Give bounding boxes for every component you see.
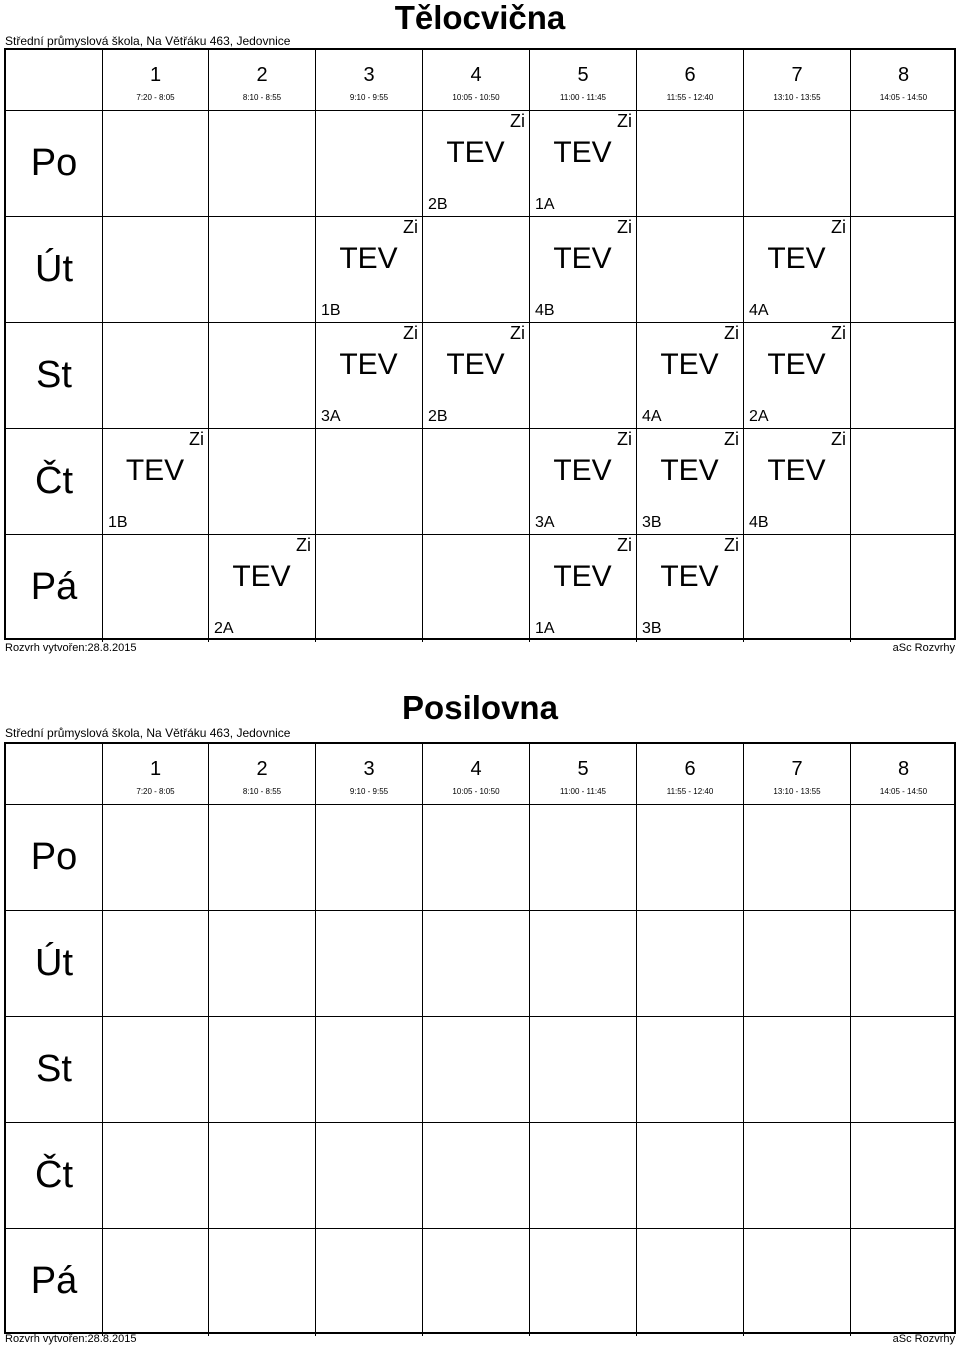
lesson-room: Zi	[403, 323, 418, 343]
lesson-subject: TEV	[553, 136, 612, 169]
day-label-1: Po	[30, 836, 78, 878]
period-time: 8:10 - 8:55	[242, 93, 282, 102]
lesson-class: 3A	[535, 514, 555, 531]
school-name: Střední průmyslová škola, Na Větřáku 463, Jedovnice	[5, 726, 291, 740]
lesson-class: 3B	[642, 514, 662, 531]
created-date: Rozvrh vytvořen:28.8.2015	[5, 1333, 137, 1345]
period-time: 11:00 - 11:45	[560, 787, 606, 796]
lesson-class: 3B	[642, 620, 662, 637]
school-name: Střední průmyslová škola, Na Větřáku 463, Jedovnice	[5, 34, 291, 48]
lesson-subject: TEV	[446, 348, 505, 381]
lesson-cell[interactable]	[529, 216, 636, 322]
timetable-telocvicna	[0, 0, 960, 660]
period-header-2	[208, 744, 315, 804]
period-time: 8:10 - 8:55	[242, 787, 282, 796]
lesson-room: Zi	[617, 217, 632, 237]
lesson-room: Zi	[831, 217, 846, 237]
period-number: 2	[256, 64, 268, 86]
day-label-3: St	[36, 1048, 72, 1090]
lesson-subject: TEV	[125, 454, 185, 487]
lesson-subject: TEV	[339, 348, 398, 381]
period-number: 3	[363, 758, 375, 780]
lesson-class: 1B	[321, 302, 341, 319]
day-label-4: Čt	[35, 1154, 73, 1196]
period-time: 11:00 - 11:45	[560, 93, 606, 102]
period-number: 6	[684, 758, 696, 780]
lesson-cell[interactable]	[743, 322, 850, 428]
period-time: 13:10 - 13:55	[773, 93, 821, 102]
period-time: 14:05 - 14:50	[879, 93, 928, 102]
period-number: 2	[256, 758, 268, 780]
timetable-grid	[4, 742, 956, 1334]
period-number: 5	[577, 64, 589, 86]
lesson-room: Zi	[831, 429, 846, 449]
period-time: 11:55 - 12:40	[666, 787, 714, 796]
lesson-subject: TEV	[553, 560, 612, 593]
period-header-2	[208, 50, 315, 110]
day-label-2: Út	[35, 942, 73, 984]
lesson-subject: TEV	[660, 348, 719, 381]
lesson-room: Zi	[510, 111, 525, 131]
column-divider	[529, 804, 530, 1336]
timetable-title: Posilovna	[402, 689, 558, 726]
period-header-5	[529, 50, 636, 110]
day-label-5: Pá	[30, 1260, 78, 1302]
period-number: 7	[791, 64, 803, 86]
row-divider	[6, 534, 954, 535]
period-time: 9:10 - 9:55	[349, 93, 389, 102]
row-divider	[6, 804, 954, 805]
lesson-room: Zi	[403, 217, 418, 237]
row-divider	[6, 1122, 954, 1123]
period-number: 1	[149, 758, 162, 780]
period-header-8	[850, 50, 956, 110]
lesson-cell[interactable]	[529, 110, 636, 216]
lesson-cell[interactable]	[315, 216, 422, 322]
period-number: 8	[897, 758, 910, 780]
lesson-room: Zi	[510, 323, 525, 343]
day-label-3: St	[36, 354, 72, 396]
lesson-cell[interactable]	[315, 322, 422, 428]
period-header-5	[529, 744, 636, 804]
lesson-room: Zi	[296, 535, 311, 555]
lesson-class: 2A	[214, 620, 234, 637]
period-time: 9:10 - 9:55	[349, 787, 389, 796]
lesson-class: 4A	[749, 302, 769, 319]
timetable-title: Tělocvična	[394, 0, 566, 36]
lesson-class: 2B	[428, 196, 448, 213]
period-time: 10:05 - 10:50	[452, 787, 500, 796]
column-divider	[850, 110, 851, 642]
lesson-cell[interactable]	[529, 534, 636, 640]
day-label-5: Pá	[30, 566, 78, 608]
lesson-cell[interactable]	[636, 534, 743, 640]
column-divider	[208, 804, 209, 1336]
lesson-cell[interactable]	[529, 428, 636, 534]
day-label-1: Po	[30, 142, 78, 184]
period-time: 11:55 - 12:40	[666, 93, 714, 102]
period-time: 14:05 - 14:50	[879, 787, 928, 796]
period-header-3	[315, 744, 422, 804]
lesson-subject: TEV	[553, 242, 612, 275]
lesson-cell[interactable]	[743, 216, 850, 322]
timetable-grid	[4, 48, 956, 640]
lesson-subject: TEV	[232, 560, 291, 593]
lesson-room: Zi	[617, 535, 632, 555]
lesson-class: 1A	[535, 196, 555, 213]
created-date: Rozvrh vytvořen:28.8.2015	[5, 642, 137, 654]
lesson-class: 1B	[108, 514, 128, 531]
lesson-class: 2A	[749, 408, 769, 425]
lesson-cell[interactable]	[636, 322, 743, 428]
period-header-3	[315, 50, 422, 110]
row-divider	[6, 1228, 954, 1229]
lesson-cell[interactable]	[422, 110, 529, 216]
lesson-subject: TEV	[660, 454, 719, 487]
lesson-cell[interactable]	[102, 428, 208, 534]
lesson-subject: TEV	[767, 242, 826, 275]
day-label-4: Čt	[35, 460, 73, 502]
lesson-class: 1A	[535, 620, 555, 637]
lesson-subject: TEV	[339, 242, 398, 275]
period-time: 10:05 - 10:50	[452, 93, 500, 102]
lesson-class: 3A	[321, 408, 341, 425]
lesson-cell[interactable]	[422, 322, 529, 428]
period-header-7	[743, 744, 850, 804]
row-divider	[6, 910, 954, 911]
lesson-subject: TEV	[660, 560, 719, 593]
lesson-room: Zi	[724, 429, 739, 449]
lesson-class: 4B	[749, 514, 769, 531]
period-header-8	[850, 744, 956, 804]
lesson-subject: TEV	[767, 348, 826, 381]
lesson-room: Zi	[831, 323, 846, 343]
day-label-2: Út	[35, 248, 73, 290]
column-divider	[315, 804, 316, 1336]
software-credit: aSc Rozvrhy	[892, 1333, 955, 1345]
lesson-room: Zi	[724, 323, 739, 343]
period-number: 3	[363, 64, 375, 86]
lesson-subject: TEV	[767, 454, 826, 487]
period-number: 8	[897, 64, 910, 86]
row-divider	[6, 1016, 954, 1017]
lesson-room: Zi	[617, 429, 632, 449]
lesson-subject: TEV	[553, 454, 612, 487]
period-header-1	[102, 50, 208, 110]
lesson-class: 4B	[535, 302, 555, 319]
column-divider	[850, 804, 851, 1336]
lesson-room: Zi	[189, 429, 204, 449]
period-header-7	[743, 50, 850, 110]
period-header-6	[636, 744, 743, 804]
lesson-subject: TEV	[446, 136, 505, 169]
column-divider	[102, 804, 103, 1336]
lesson-cell[interactable]	[636, 428, 743, 534]
lesson-class: 4A	[642, 408, 662, 425]
lesson-cell[interactable]	[743, 428, 850, 534]
period-header-4	[422, 50, 529, 110]
column-divider	[636, 804, 637, 1336]
period-number: 7	[791, 758, 803, 780]
period-number: 4	[470, 758, 482, 780]
period-time: 7:20 - 8:05	[136, 93, 175, 102]
lesson-room: Zi	[724, 535, 739, 555]
column-divider	[743, 804, 744, 1336]
column-divider	[422, 804, 423, 1336]
lesson-cell[interactable]	[208, 534, 315, 640]
period-number: 1	[149, 64, 162, 86]
column-divider	[102, 110, 103, 642]
timetable-posilovna	[0, 688, 960, 1345]
lesson-class: 2B	[428, 408, 448, 425]
period-number: 6	[684, 64, 696, 86]
period-header-1	[102, 744, 208, 804]
period-number: 5	[577, 758, 589, 780]
lesson-room: Zi	[617, 111, 632, 131]
period-time: 13:10 - 13:55	[773, 787, 821, 796]
period-time: 7:20 - 8:05	[136, 787, 175, 796]
period-header-6	[636, 50, 743, 110]
period-header-4	[422, 744, 529, 804]
period-number: 4	[470, 64, 482, 86]
software-credit: aSc Rozvrhy	[892, 642, 955, 654]
